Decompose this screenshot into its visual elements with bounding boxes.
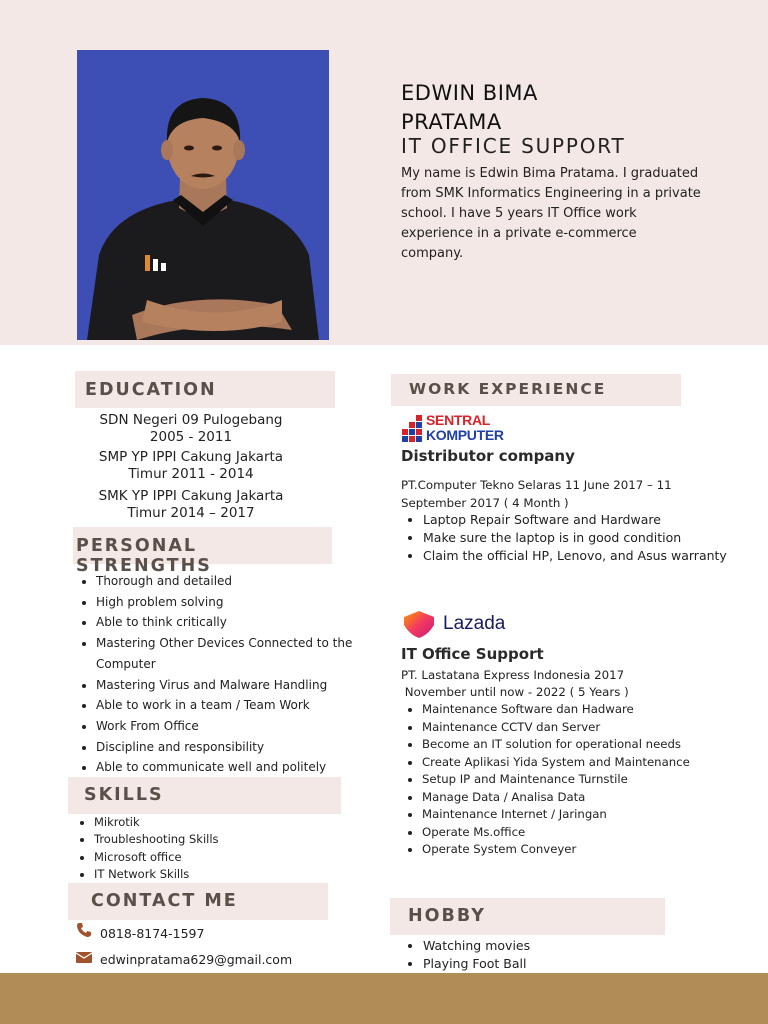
education-years: 2005 - 2011 bbox=[149, 429, 233, 445]
work-heading: WORK EXPERIENCE bbox=[391, 374, 681, 406]
strengths-heading: PERSONAL STRENGTHS bbox=[73, 527, 332, 564]
strengths-list bbox=[76, 571, 381, 778]
sentral-komputer-logo bbox=[402, 413, 506, 445]
job-tasks-list bbox=[403, 511, 728, 565]
phone-number[interactable]: 0818-8174-1597 bbox=[100, 926, 205, 941]
contact-phone bbox=[76, 922, 204, 942]
name-line-2: PRATAMA bbox=[401, 110, 502, 134]
list-item: • Laptop Repair Software and Hardware bbox=[423, 511, 728, 529]
list-item: • IT Network Skills bbox=[94, 866, 344, 883]
list-item: • High problem solving bbox=[96, 592, 381, 613]
contact-heading: CONTACT ME bbox=[68, 883, 328, 920]
intro-text: My name is Edwin Bima Pratama. I graduated from SMK Informatics Engineering in a private school. I have 5 years IT Office work experience in a private e-commerce company. bbox=[401, 166, 701, 261]
education-years: Timur 2014 – 2017 bbox=[127, 505, 255, 521]
job-role: Distributor company bbox=[401, 447, 575, 465]
footer-band bbox=[0, 973, 768, 1024]
skills-heading: SKILLS bbox=[68, 777, 341, 814]
job-company-line-2: November until now - 2022 ( 5 Years ) bbox=[401, 685, 629, 699]
list-item: • Maintenance Internet / Jaringan bbox=[422, 806, 722, 824]
list-item: • Become an IT solution for operational needs bbox=[422, 736, 722, 754]
list-item: • Claim the official HP, Lenovo, and Asus warranty bbox=[423, 547, 728, 565]
skills-list bbox=[74, 814, 344, 883]
list-item: • Maintenance Software dan Hadware bbox=[422, 701, 722, 719]
list-item: • Able to communicate well and politely bbox=[96, 757, 381, 778]
list-item: • Watching movies bbox=[423, 937, 673, 955]
job-company-line-1: PT. Lastatana Express Indonesia 2017 bbox=[401, 668, 625, 682]
education-item bbox=[75, 488, 307, 522]
education-heading: EDUCATION bbox=[75, 371, 335, 408]
list-item: • Maintenance CCTV dan Server bbox=[422, 719, 722, 737]
candidate-name bbox=[401, 79, 701, 137]
list-item: • Make sure the laptop is in good condition bbox=[423, 529, 728, 547]
education-item bbox=[75, 449, 307, 483]
education-school: SMK YP IPPI Cakung Jakarta bbox=[98, 488, 284, 504]
list-item: • Microsoft office bbox=[94, 849, 344, 866]
list-item: • Operate Ms.office bbox=[422, 824, 722, 842]
job-role: IT Office Support bbox=[401, 645, 544, 663]
list-item: • Discipline and responsibility bbox=[96, 737, 381, 758]
education-years: Timur 2011 - 2014 bbox=[128, 466, 254, 482]
list-item: • Mikrotik bbox=[94, 814, 344, 831]
hobby-heading: HOBBY bbox=[390, 898, 665, 935]
list-item: • Manage Data / Analisa Data bbox=[422, 789, 722, 807]
list-item: • Work From Office bbox=[96, 716, 381, 737]
email-address[interactable]: edwinpratama629@gmail.com bbox=[100, 952, 293, 967]
list-item: • Mastering Other Devices Connected to the Computer bbox=[96, 633, 381, 674]
job-tasks-list bbox=[402, 701, 722, 859]
job-company-detail bbox=[401, 667, 701, 701]
list-item: • Able to work in a team / Team Work bbox=[96, 695, 381, 716]
profile-photo bbox=[77, 50, 329, 340]
list-item: • Thorough and detailed bbox=[96, 571, 381, 592]
lazada-wordmark: Lazada bbox=[443, 613, 506, 634]
education-item bbox=[75, 412, 307, 446]
contact-email bbox=[76, 950, 292, 968]
grid-logo-icon bbox=[402, 413, 426, 445]
job-company-detail: PT.Computer Tekno Selaras 11 June 2017 – 11 September 2017 ( 4 Month ) bbox=[401, 478, 672, 510]
phone-icon bbox=[76, 922, 96, 942]
logo-line-1: SENTRAL bbox=[426, 412, 491, 428]
education-school: SMP YP IPPI Cakung Jakarta bbox=[98, 449, 284, 465]
lazada-logo bbox=[402, 611, 510, 639]
job-title: IT OFFICE SUPPORT bbox=[401, 134, 626, 158]
list-item: • Setup IP and Maintenance Turnstile bbox=[422, 771, 722, 789]
name-line-1: EDWIN BIMA bbox=[401, 81, 538, 105]
list-item: • Troubleshooting Skills bbox=[94, 831, 344, 848]
list-item: • Operate System Conveyer bbox=[422, 841, 722, 859]
list-item: • Mastering Virus and Malware Handling bbox=[96, 675, 381, 696]
email-icon bbox=[76, 950, 96, 968]
list-item: • Create Aplikasi Yida System and Maintenance bbox=[422, 754, 722, 772]
logo-line-2: KOMPUTER bbox=[426, 427, 504, 443]
hobby-list bbox=[403, 937, 673, 973]
list-item: • Playing Foot Ball bbox=[423, 955, 673, 973]
education-school: SDN Negeri 09 Pulogebang bbox=[99, 412, 283, 428]
list-item: • Able to think critically bbox=[96, 612, 381, 633]
lazada-heart-icon bbox=[402, 611, 436, 639]
